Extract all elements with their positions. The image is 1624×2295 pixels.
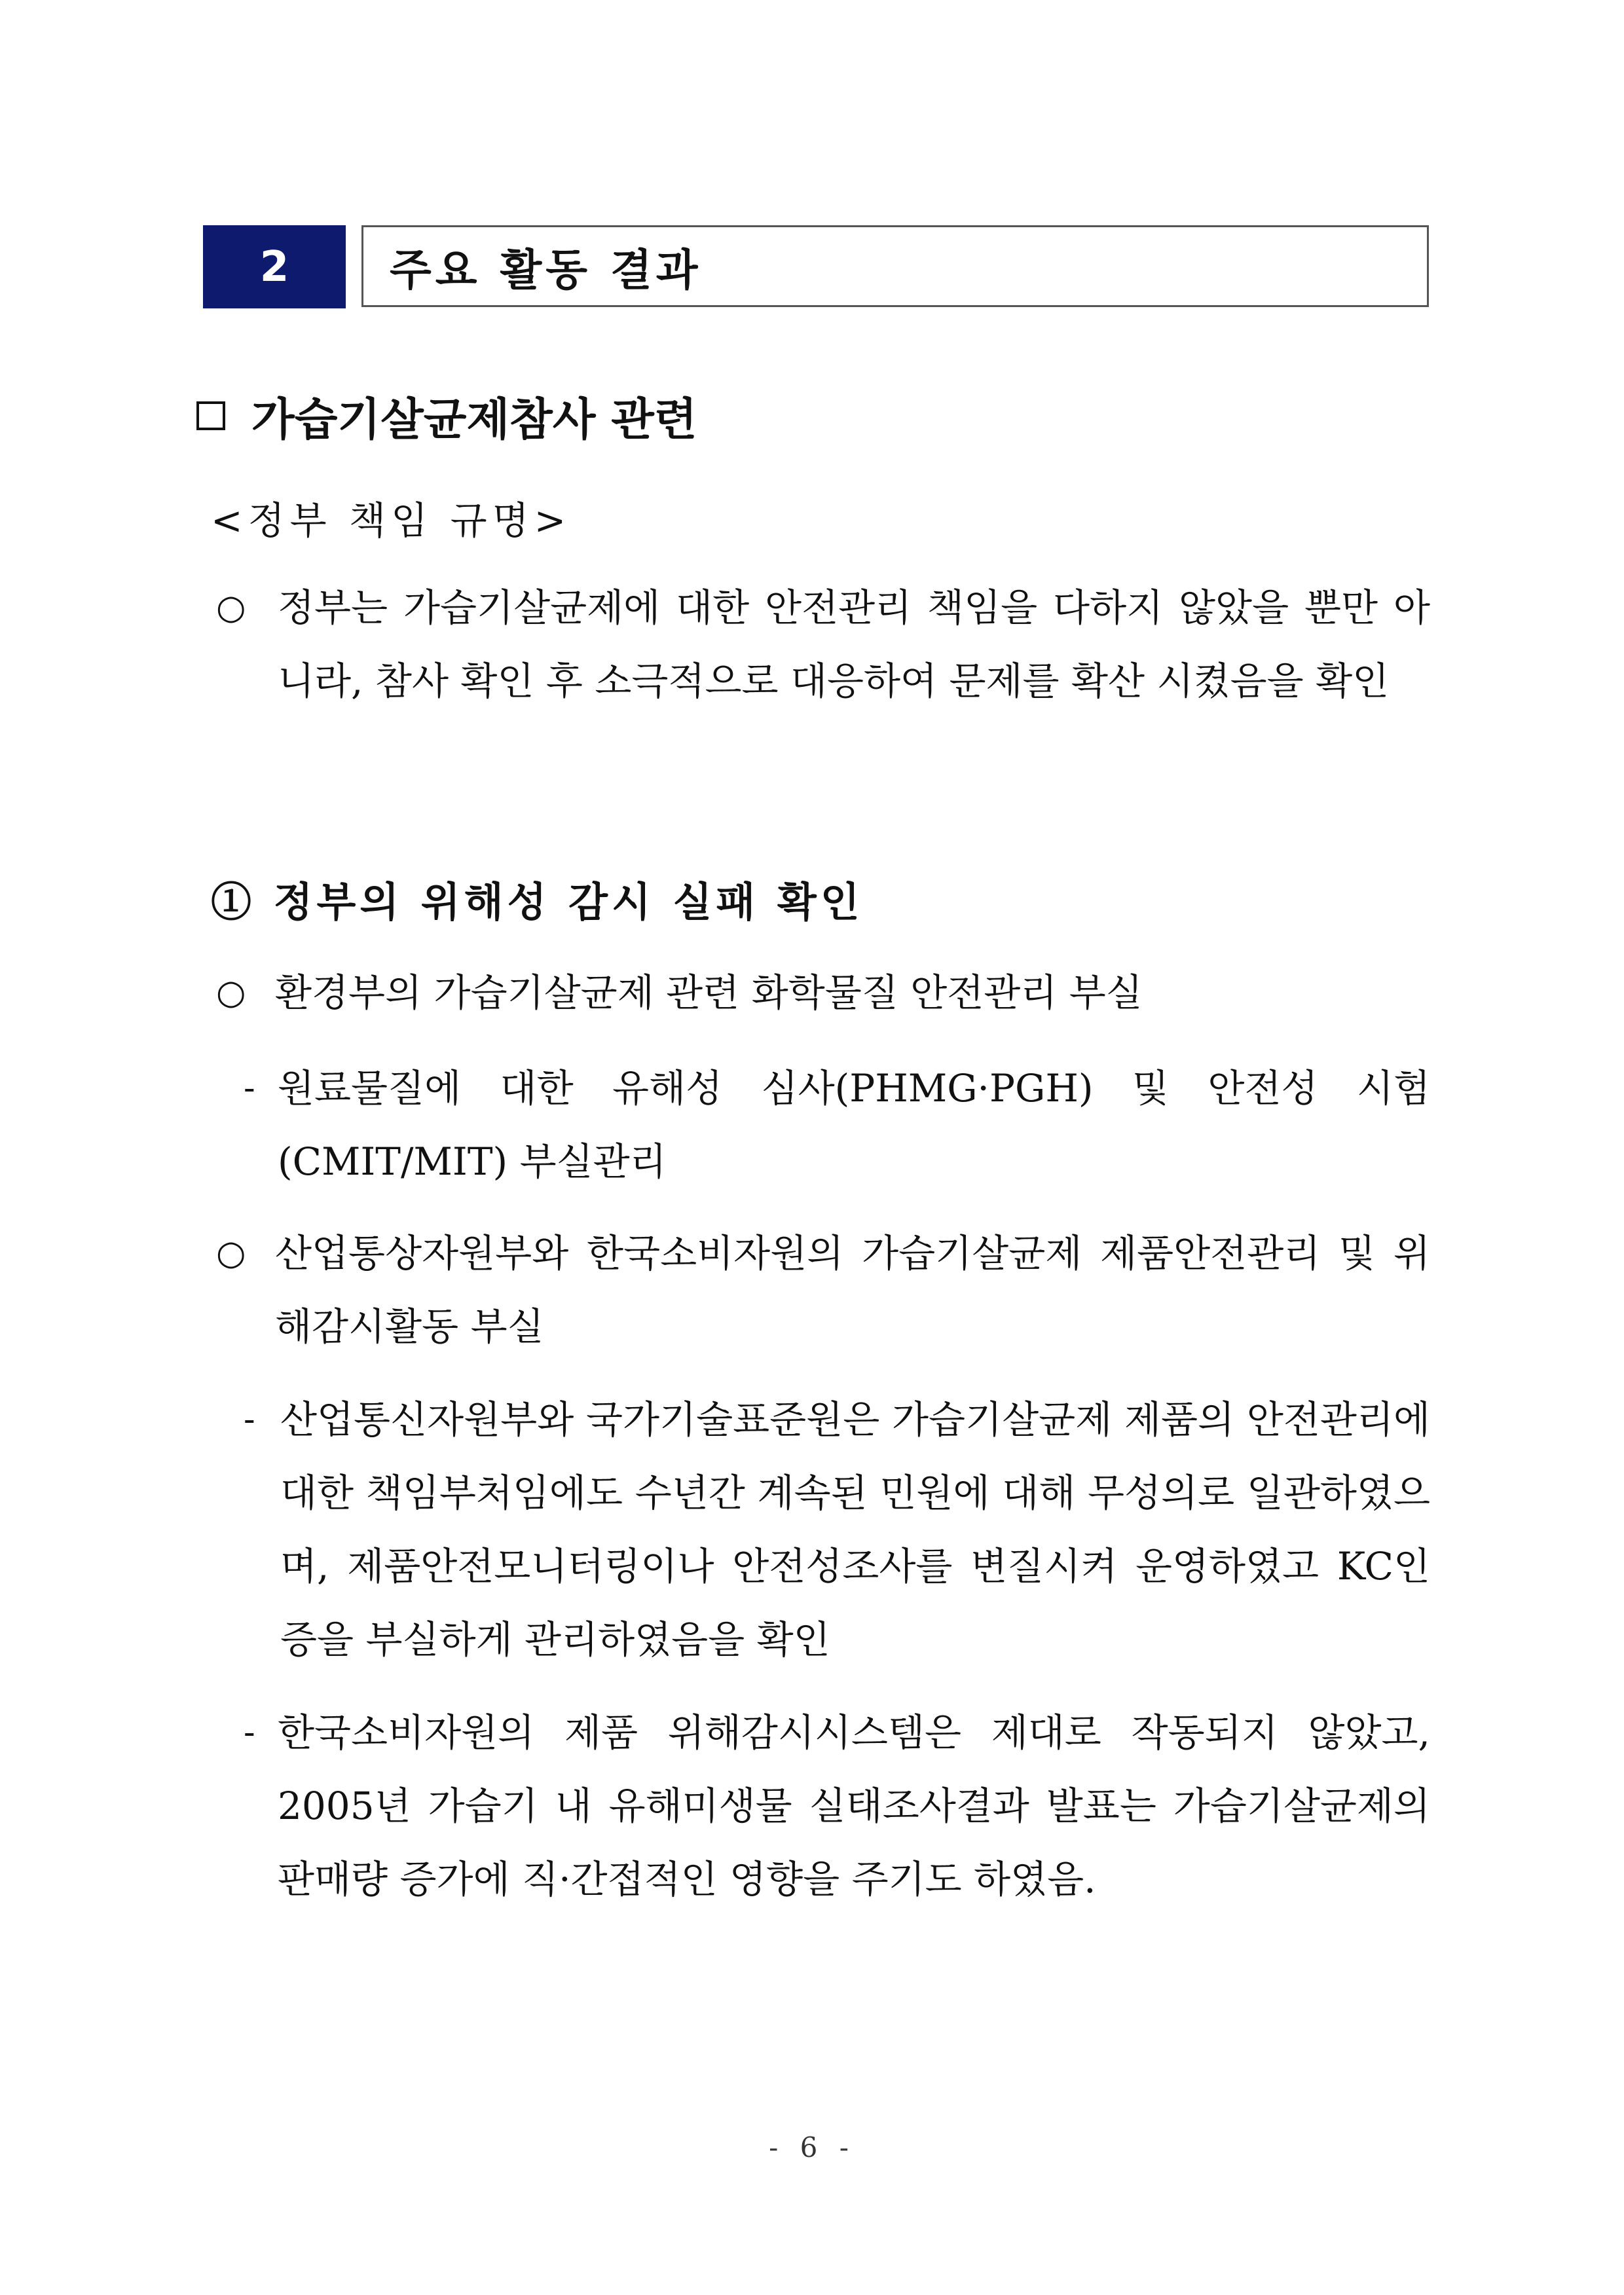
main-heading	[196, 383, 697, 449]
page-number: - 6 -	[769, 2131, 855, 2163]
para-trade: 산업통상자원부와 한국소비자원의 가습기살균제 제품안전관리 및 위해감시활동 부실	[275, 1231, 1430, 1349]
dash-consumer: 한국소비자원의 제품 위해감시시스템은 제대로 작동되지 않았고, 2005년 가습기 내 유해미생물 실태조사결과 발표는 가습기살균제의 판매량 증가에 직·간접적인 영향을 주기도 하였음.	[278, 1710, 1430, 1901]
bullet-circle-3: ○	[216, 1234, 246, 1273]
dash-trade: 산업통신자원부와 국가기술표준원은 가습기살균제 제품의 안전관리에 대한 책임부처임에도 수년간 계속된 민원에 대해 무성의로 일관하였으며, 제품안전모니터링이나 안전성조사를 변질시켜 운영하였고 KC인증을 부실하게 관리하였음을 확인	[280, 1397, 1430, 1662]
section-title	[361, 225, 1429, 307]
bullet-dash-2: -	[244, 1400, 255, 1439]
subheading: <정부 책임 규명>	[211, 498, 572, 543]
checkbox-icon	[196, 401, 225, 430]
item1-title: ① 정부의 위해성 감시 실패 확인	[211, 878, 864, 926]
intro-paragraph: 정부는 가습기살균제에 대한 안전관리 책임을 다하지 않았을 뿐만 아니라, 참사 확인 후 소극적으로 대응하여 문제를 확산 시켰음을 확인	[278, 585, 1430, 703]
section-number: 2	[203, 225, 346, 308]
section-title-text: 주요 활동 결과	[390, 245, 702, 295]
bullet-circle-2: ○	[216, 973, 246, 1012]
bullet-dash-3: -	[244, 1713, 255, 1752]
main-heading-text: 가습기살균제참사 관련	[251, 394, 697, 446]
bullet-dash-1: -	[244, 1069, 255, 1108]
dash-env: 원료물질에 대한 유해성 심사(PHMG·PGH) 및 안전성 시험 (CMIT/MIT) 부실관리	[278, 1066, 1430, 1184]
bullet-circle-1: ○	[216, 588, 246, 627]
para-env: 환경부의 가습기살균제 관련 화학물질 안전관리 부실	[275, 970, 1143, 1015]
